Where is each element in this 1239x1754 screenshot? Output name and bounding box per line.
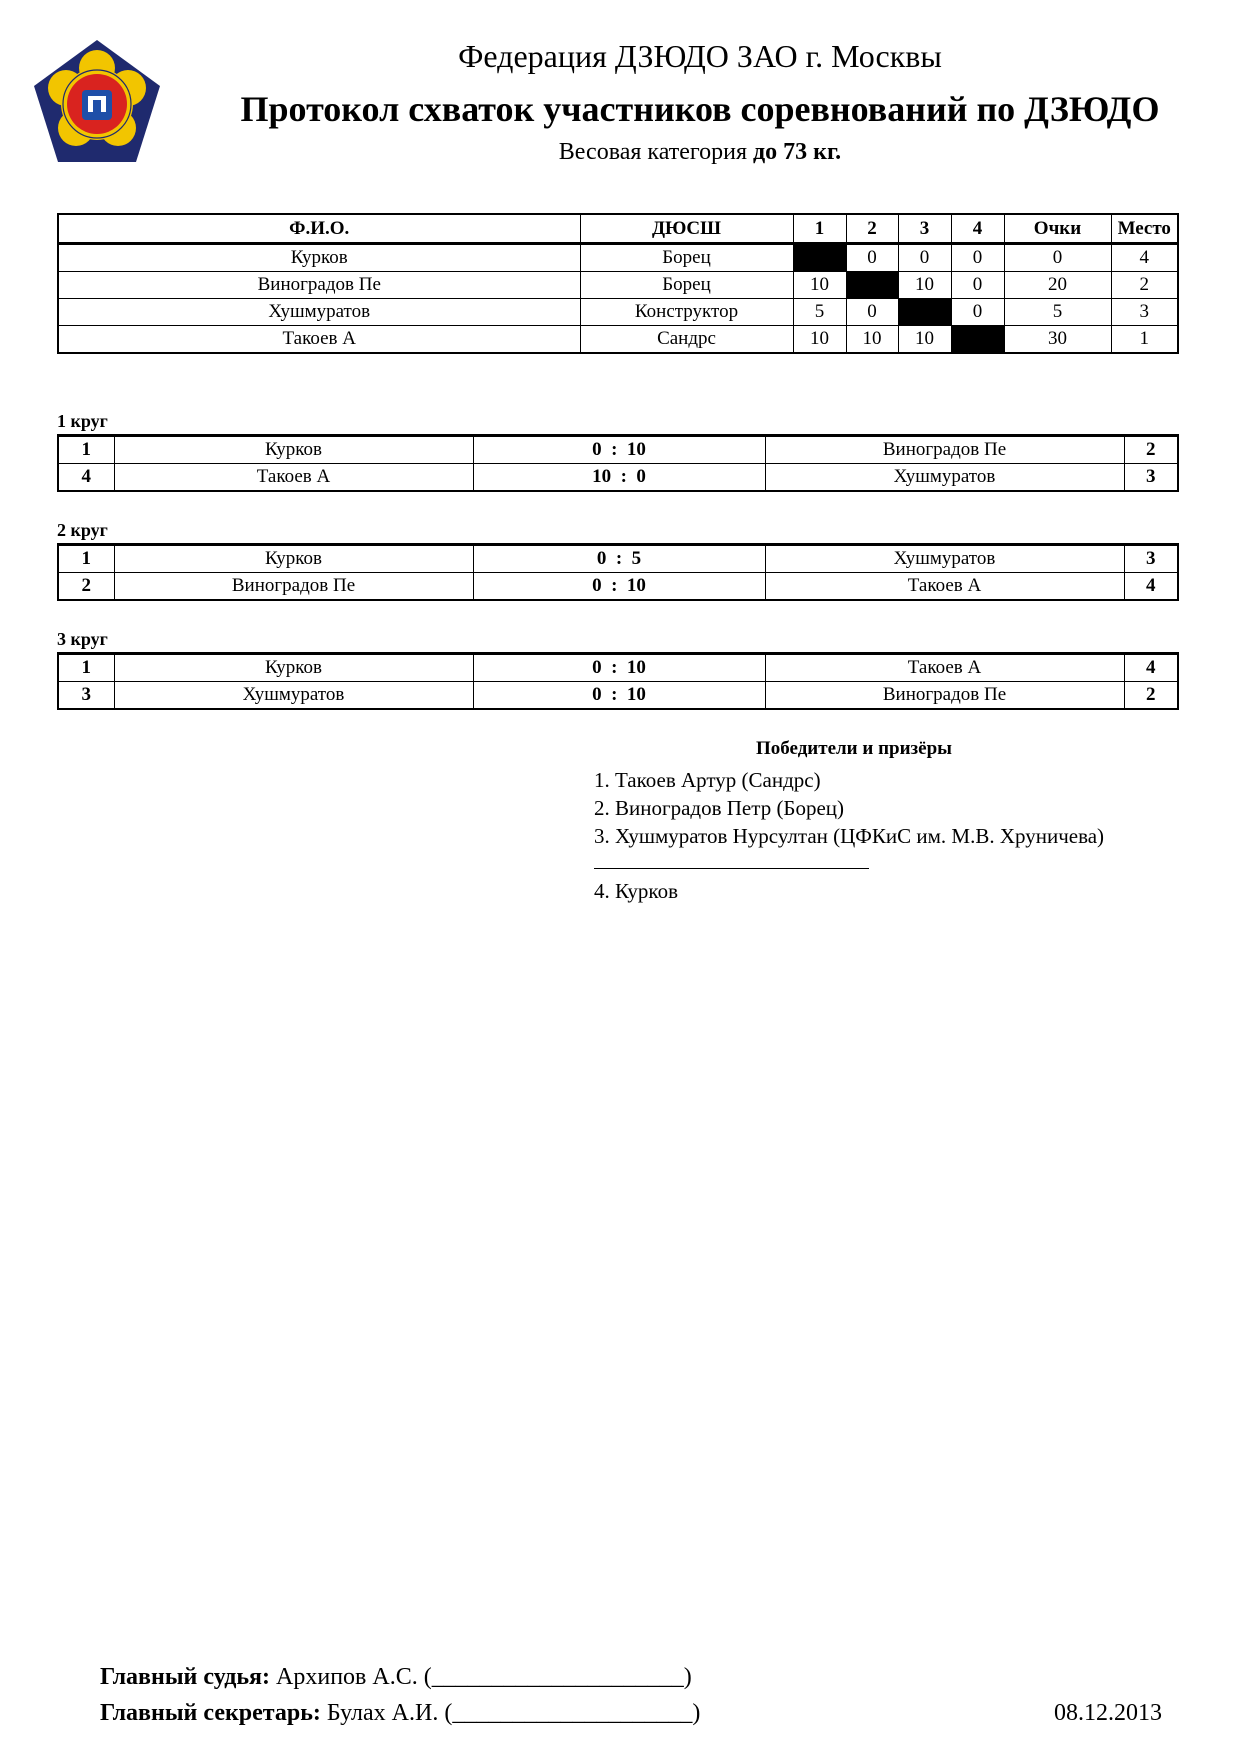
bout-left-athlete: Хушмуратов [114, 682, 473, 710]
score-left: 0 [592, 684, 602, 705]
bout-row [58, 436, 1178, 464]
bout-right-number: 4 [1124, 573, 1178, 601]
bout-row [58, 545, 1178, 573]
header-name: Ф.И.О. [58, 214, 580, 244]
athlete-name: Виноградов Пе [58, 272, 580, 299]
score-cell: 0 [846, 244, 898, 272]
standings-row [58, 326, 1178, 354]
bout-left-athlete: Такоев А [114, 464, 473, 492]
standings-row [58, 299, 1178, 326]
place-cell: 1 [1111, 326, 1178, 354]
score-right: 10 [626, 657, 646, 678]
bout-row [58, 654, 1178, 682]
bout-right-athlete: Такоев А [765, 654, 1124, 682]
bout-score [473, 545, 765, 573]
weight-category-value: до 73 кг. [753, 139, 842, 165]
score-right: 0 [636, 466, 646, 487]
header-opponent-1: 1 [793, 214, 846, 244]
points-cell: 30 [1004, 326, 1111, 354]
bout-score [473, 654, 765, 682]
score-left: 10 [592, 466, 612, 487]
score-cell: 0 [951, 272, 1004, 299]
winner-place-4: 4. Курков [594, 879, 678, 903]
score-separator: : [620, 466, 627, 487]
score-left: 0 [592, 439, 602, 460]
round-1-table [57, 434, 1179, 492]
winner-place-1: 1. Такоев Артур (Сандрс) [594, 768, 821, 792]
bout-score [473, 573, 765, 601]
athlete-school: Сандрс [580, 326, 793, 354]
round-1-label: 1 круг [57, 411, 108, 431]
header-place: Место [1111, 214, 1178, 244]
chief-secretary-value: Булах А.И. (____________________) [326, 1700, 701, 1726]
bout-left-number: 3 [58, 682, 114, 710]
score-cell: 10 [898, 326, 951, 354]
score-right: 10 [626, 684, 646, 705]
score-cell: 5 [793, 299, 846, 326]
athlete-school: Конструктор [580, 299, 793, 326]
place-cell: 3 [1111, 299, 1178, 326]
score-left: 0 [592, 657, 602, 678]
score-cell: 10 [793, 272, 846, 299]
standings-row [58, 272, 1178, 299]
chief-secretary-line [100, 1700, 700, 1727]
self-cell [951, 326, 1004, 354]
score-right: 10 [626, 439, 646, 460]
bout-row [58, 573, 1178, 601]
chief-secretary-label: Главный секретарь: [100, 1700, 321, 1726]
page-title: Протокол схваток участников соревнований по ДЗЮДО [240, 89, 1160, 129]
place-cell: 2 [1111, 272, 1178, 299]
bout-right-athlete: Хушмуратов [765, 545, 1124, 573]
score-separator: : [611, 684, 618, 705]
header-opponent-3: 3 [898, 214, 951, 244]
score-right: 10 [626, 575, 646, 596]
standings-header-row [58, 214, 1178, 244]
round-3-table [57, 652, 1179, 710]
bout-right-athlete: Хушмуратов [765, 464, 1124, 492]
chief-judge-label: Главный судья: [100, 1664, 271, 1690]
score-separator: : [611, 439, 618, 460]
score-left: 0 [592, 575, 602, 596]
weight-category-prefix: Весовая категория [558, 139, 748, 165]
athlete-name: Такоев А [58, 326, 580, 354]
points-cell: 5 [1004, 299, 1111, 326]
athlete-school: Борец [580, 244, 793, 272]
score-cell: 0 [951, 299, 1004, 326]
chief-judge-line [100, 1664, 692, 1691]
bout-score [473, 682, 765, 710]
standings-row [58, 244, 1178, 272]
score-cell: 0 [846, 299, 898, 326]
score-separator: : [611, 575, 618, 596]
self-cell [898, 299, 951, 326]
winner-place-2: 2. Виноградов Петр (Борец) [594, 796, 845, 820]
chief-judge-value: Архипов А.С. (_____________________) [276, 1664, 692, 1690]
bout-score [473, 464, 765, 492]
points-cell: 20 [1004, 272, 1111, 299]
athlete-name: Хушмуратов [58, 299, 580, 326]
score-separator: : [615, 548, 623, 569]
points-cell: 0 [1004, 244, 1111, 272]
bout-right-athlete: Виноградов Пе [765, 682, 1124, 710]
bout-left-number: 4 [58, 464, 114, 492]
winners-heading: Победители и призёры [755, 738, 953, 759]
score-cell: 10 [846, 326, 898, 354]
bout-left-number: 1 [58, 654, 114, 682]
bout-left-number: 1 [58, 545, 114, 573]
bout-left-athlete: Виноградов Пе [114, 573, 473, 601]
winner-place-3: 3. Хушмуратов Нурсултан (ЦФКиС им. М.В. Хруничева) [594, 824, 1105, 848]
score-cell: 0 [898, 244, 951, 272]
weight-category [200, 139, 1200, 166]
bout-right-number: 2 [1124, 436, 1178, 464]
place-cell: 4 [1111, 244, 1178, 272]
score-cell: 0 [951, 244, 1004, 272]
bout-row [58, 464, 1178, 492]
athlete-name: Курков [58, 244, 580, 272]
federation-emblem-logo [32, 38, 162, 168]
standings-table [57, 213, 1179, 354]
bout-row [58, 682, 1178, 710]
document-date: 08.12.2013 [1054, 1700, 1162, 1726]
score-right: 5 [631, 548, 642, 569]
round-2-label: 2 круг [57, 520, 108, 540]
round-2-table [57, 543, 1179, 601]
header-school: ДЮСШ [580, 214, 793, 244]
bout-right-number: 2 [1124, 682, 1178, 710]
bout-right-number: 4 [1124, 654, 1178, 682]
bout-left-athlete: Курков [114, 545, 473, 573]
self-cell [846, 272, 898, 299]
winners-separator-line [594, 850, 869, 869]
bout-right-athlete: Такоев А [765, 573, 1124, 601]
federation-name: Федерация ДЗЮДО ЗАО г. Москвы [458, 38, 942, 74]
header-points: Очки [1004, 214, 1111, 244]
score-left: 0 [596, 548, 607, 569]
bout-right-athlete: Виноградов Пе [765, 436, 1124, 464]
score-cell: 10 [898, 272, 951, 299]
winners-block [594, 738, 1194, 905]
score-separator: : [611, 657, 618, 678]
bout-left-athlete: Курков [114, 654, 473, 682]
bout-right-number: 3 [1124, 464, 1178, 492]
bout-score [473, 436, 765, 464]
athlete-school: Борец [580, 272, 793, 299]
bout-left-number: 2 [58, 573, 114, 601]
bout-left-athlete: Курков [114, 436, 473, 464]
round-3-label: 3 круг [57, 629, 108, 649]
header-opponent-4: 4 [951, 214, 1004, 244]
header-opponent-2: 2 [846, 214, 898, 244]
bout-left-number: 1 [58, 436, 114, 464]
bout-right-number: 3 [1124, 545, 1178, 573]
self-cell [793, 244, 846, 272]
score-cell: 10 [793, 326, 846, 354]
